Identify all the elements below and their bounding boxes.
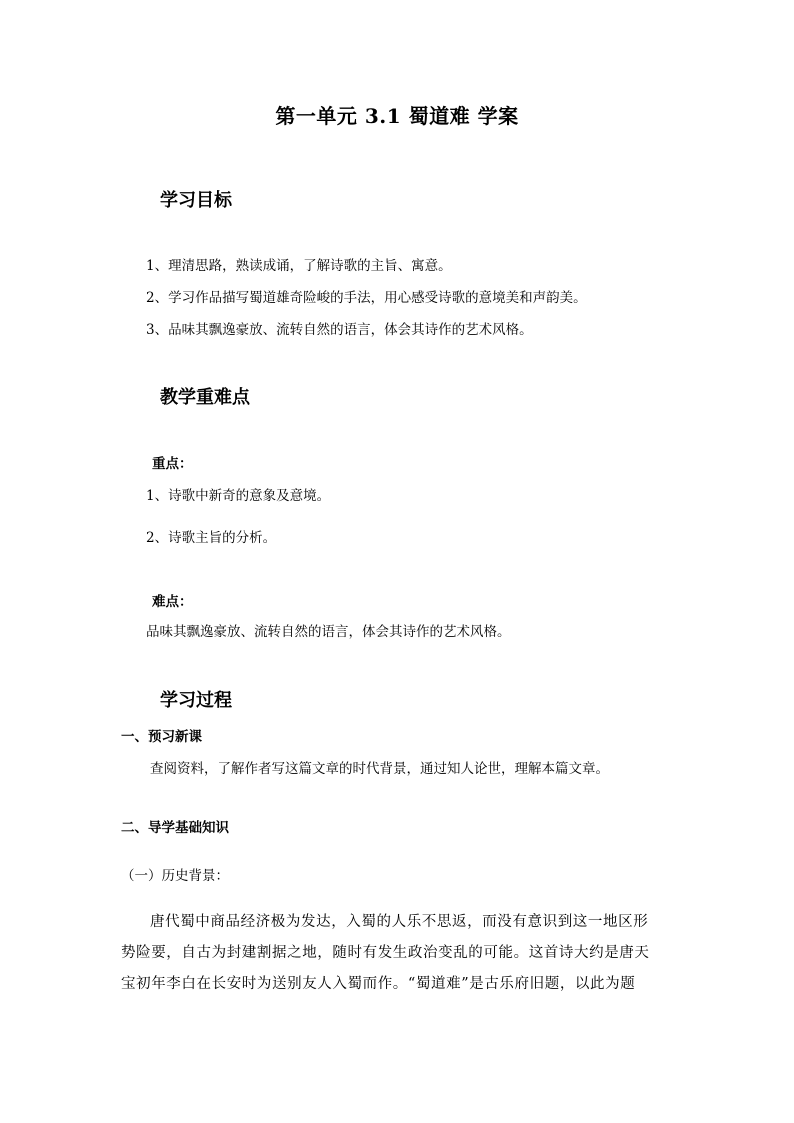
section-heading-process: 学习过程 (160, 690, 232, 711)
page-title: 第一单元 3.1 蜀道难 学案 (275, 104, 519, 128)
section-heading-objectives: 学习目标 (160, 190, 232, 211)
objective-item-1: 1、理清思路，熟读成诵，了解诗歌的主旨、寓意。 (146, 258, 452, 274)
difficulty-text: 品味其飘逸豪放、流转自然的语言，体会其诗作的艺术风格。 (146, 624, 511, 640)
part2-title: 二、导学基础知识 (121, 820, 229, 836)
section-heading-key-points: 教学重难点 (160, 387, 250, 408)
history-paragraph-line-2: 势险要，自古为封建割据之地，随时有发生政治变乱的可能。这首诗大约是唐天 (121, 945, 650, 961)
part1-text: 查阅资料，了解作者写这篇文章的时代背景，通过知人论世，理解本篇文章。 (150, 761, 609, 777)
objective-item-2: 2、学习作品描写蜀道雄奇险峻的手法，用心感受诗歌的意境美和声韵美。 (146, 290, 587, 306)
objective-item-3: 3、品味其飘逸豪放、流转自然的语言，体会其诗作的艺术风格。 (146, 322, 533, 338)
history-paragraph-line-1: 唐代蜀中商品经济极为发达，入蜀的人乐不思返，而没有意识到这一地区形 (150, 914, 649, 930)
focus-item-2: 2、诗歌主旨的分析。 (146, 530, 277, 546)
focus-label: 重点： (152, 456, 193, 472)
history-paragraph-line-3: 宝初年李白在长安时为送别友人入蜀而作。“蜀道难”是古乐府旧题，以此为题 (121, 976, 636, 992)
focus-item-1: 1、诗歌中新奇的意象及意境。 (146, 488, 331, 504)
difficulty-label: 难点： (152, 594, 193, 610)
part1-title: 一、预习新课 (121, 729, 202, 745)
sub1-title: （一）历史背景： (121, 868, 229, 884)
